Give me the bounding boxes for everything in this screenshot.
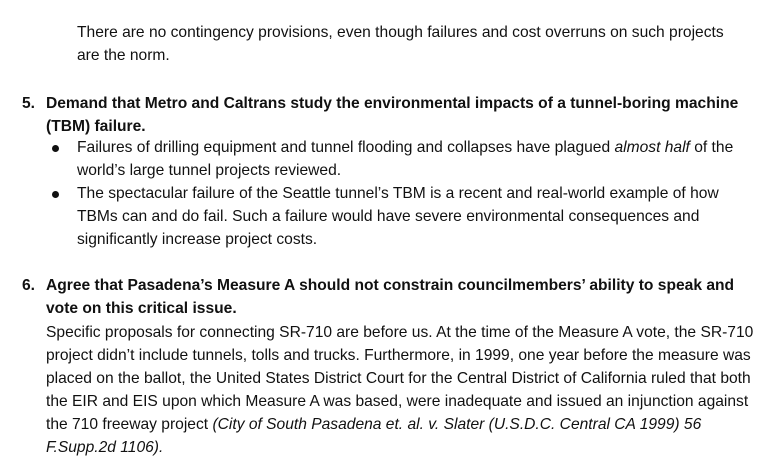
item-5-bullet-2: The spectacular failure of the Seattle tunnel’s TBM is a recent and real-world example of how TBMs can and do fail. Such a failure would have severe environmental consequences and significantly increase project costs.: [77, 185, 719, 248]
case-citation: (City of South Pasadena et. al. v. Slater (U.S.D.C. Central CA 1999) 56 F.Supp.2d 1106).: [46, 416, 702, 456]
bullet-icon: [52, 191, 59, 198]
item-5-heading: Demand that Metro and Caltrans study the environmental impacts of a tunnel-boring machine (TBM) failure.: [46, 95, 739, 135]
intro-paragraph: There are no contingency provisions, even though failures and cost overruns on such projects are the norm.: [77, 24, 724, 64]
item-6-body: Specific proposals for connecting SR-710 are before us. At the time of the Measure A vote, the SR-710 project didn’t include tunnels, tolls and trucks. Furthermore, in 1999, one year before the measure was placed on the ballot, the United States District Court for the Central District of California ruled that both the EIR and EIS upon which Measure A was based, were inadequate and issued an injunction against the 710 freeway project (City of South Pasadena et. al. v. Slater (U.S.D.C. Central CA 1999) 56 F.Supp.2d 1106).: [46, 324, 754, 456]
item-5-bullet-1: Failures of drilling equipment and tunnel flooding and collapses have plagued almost half of the world’s large tunnel projects reviewed.: [77, 139, 734, 179]
item-6-number: 6.: [22, 277, 36, 294]
item-5-number: 5.: [22, 95, 36, 112]
item-6-heading: Agree that Pasadena’s Measure A should not constrain councilmembers’ ability to speak and vote on this critical issue.: [46, 277, 735, 317]
bullet-icon: [52, 145, 59, 152]
emphasis-text: almost half: [614, 139, 690, 156]
